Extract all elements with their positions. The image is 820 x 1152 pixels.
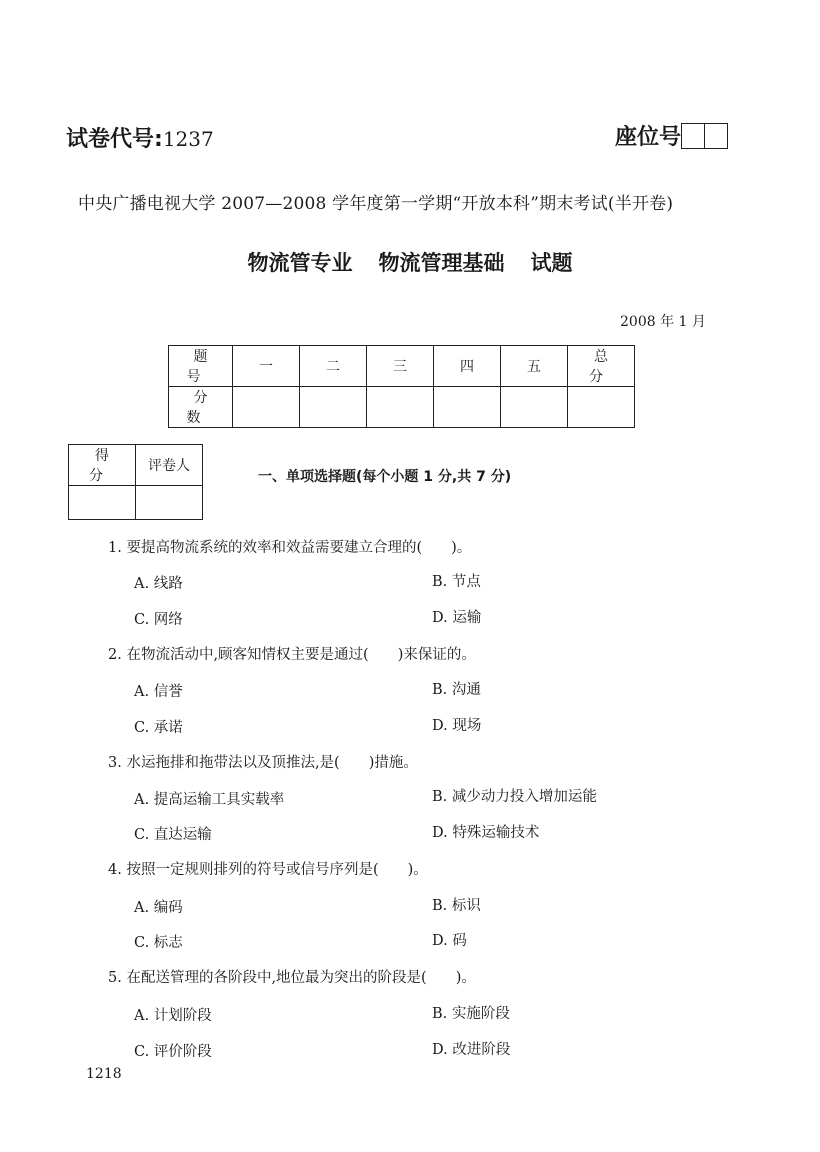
score-table-row1-label: 题 号 <box>169 346 233 387</box>
score-table-col-1: 一 <box>233 346 300 387</box>
question-4-option-d: D. 码 <box>432 933 467 949</box>
score-table-col-2: 二 <box>300 346 367 387</box>
question-5-option-d: D. 改进阶段 <box>432 1042 511 1058</box>
score-table-col-5: 五 <box>501 346 568 387</box>
question-5: 5. 在配送管理的各阶段中,地位最为突出的阶段是( )。 <box>108 970 476 986</box>
question-5-option-b: B. 实施阶段 <box>432 1006 510 1022</box>
exam-title <box>0 247 820 277</box>
question-5-option-a: A. 计划阶段 <box>134 1008 212 1024</box>
question-4-option-b: B. 标识 <box>432 898 481 914</box>
grader-score-label: 得 分 <box>69 445 136 486</box>
seat-number <box>615 120 728 151</box>
question-2-option-c: C. 承诺 <box>134 720 183 736</box>
question-2-option-a: A. 信誉 <box>134 684 183 700</box>
title-suffix: 试题 <box>530 251 573 275</box>
section-title: 一、单项选择题(每个小题 1 分,共 7 分) <box>258 469 512 485</box>
exam-code-label: 试卷代号: <box>66 127 163 152</box>
question-1-option-c: C. 网络 <box>134 612 183 628</box>
score-table-score-row <box>169 387 635 428</box>
score-cell <box>300 387 367 428</box>
seat-number-box <box>705 123 728 149</box>
question-2: 2. 在物流活动中,顾客知情权主要是通过( )来保证的。 <box>108 647 476 663</box>
question-3: 3. 水运拖排和拖带法以及顶推法,是( )措施。 <box>108 755 418 771</box>
score-cell <box>233 387 300 428</box>
question-4: 4. 按照一定规则排列的符号或信号序列是( )。 <box>108 862 428 878</box>
score-table-total: 总 分 <box>568 346 635 387</box>
question-4-option-c: C. 标志 <box>134 935 183 951</box>
exam-code-number: 1237 <box>162 127 214 151</box>
score-cell <box>434 387 501 428</box>
question-3-option-d: D. 特殊运输技术 <box>432 825 540 841</box>
title-major: 物流管专业 <box>247 251 353 275</box>
question-1: 1. 要提高物流系统的效率和效益需要建立合理的( )。 <box>108 540 472 556</box>
score-table <box>168 345 635 428</box>
score-table-row2-label: 分 数 <box>169 387 233 428</box>
question-2-option-b: B. 沟通 <box>432 682 481 698</box>
question-1-option-a: A. 线路 <box>134 576 183 592</box>
title-course: 物流管理基础 <box>378 251 505 275</box>
score-cell <box>367 387 434 428</box>
grader-table-body-row <box>69 486 203 520</box>
score-cell <box>501 387 568 428</box>
page-number: 1218 <box>86 1066 122 1082</box>
question-3-option-b: B. 减少动力投入增加运能 <box>432 789 597 805</box>
question-1-option-b: B. 节点 <box>432 574 481 590</box>
question-5-option-c: C. 评价阶段 <box>134 1044 212 1060</box>
seat-number-label: 座位号 <box>615 125 682 150</box>
grader-table <box>68 444 203 520</box>
score-table-col-3: 三 <box>367 346 434 387</box>
question-2-option-d: D. 现场 <box>432 718 482 734</box>
grader-name-label: 评卷人 <box>136 445 203 486</box>
score-cell <box>568 387 635 428</box>
question-1-option-d: D. 运输 <box>432 610 482 626</box>
score-table-col-4: 四 <box>434 346 501 387</box>
grader-score-cell <box>69 486 136 520</box>
grader-table-header-row <box>69 445 203 486</box>
grader-name-cell <box>136 486 203 520</box>
question-4-option-a: A. 编码 <box>134 900 183 916</box>
exam-header-line: 中央广播电视大学 2007—2008 学年度第一学期“开放本科”期末考试(半开卷) <box>78 194 674 214</box>
exam-code <box>66 122 214 153</box>
exam-date: 2008 年 1 月 <box>620 314 706 330</box>
question-3-option-a: A. 提高运输工具实载率 <box>134 792 285 808</box>
score-table-header-row <box>169 346 635 387</box>
question-3-option-c: C. 直达运输 <box>134 827 212 843</box>
seat-number-box <box>681 123 705 149</box>
